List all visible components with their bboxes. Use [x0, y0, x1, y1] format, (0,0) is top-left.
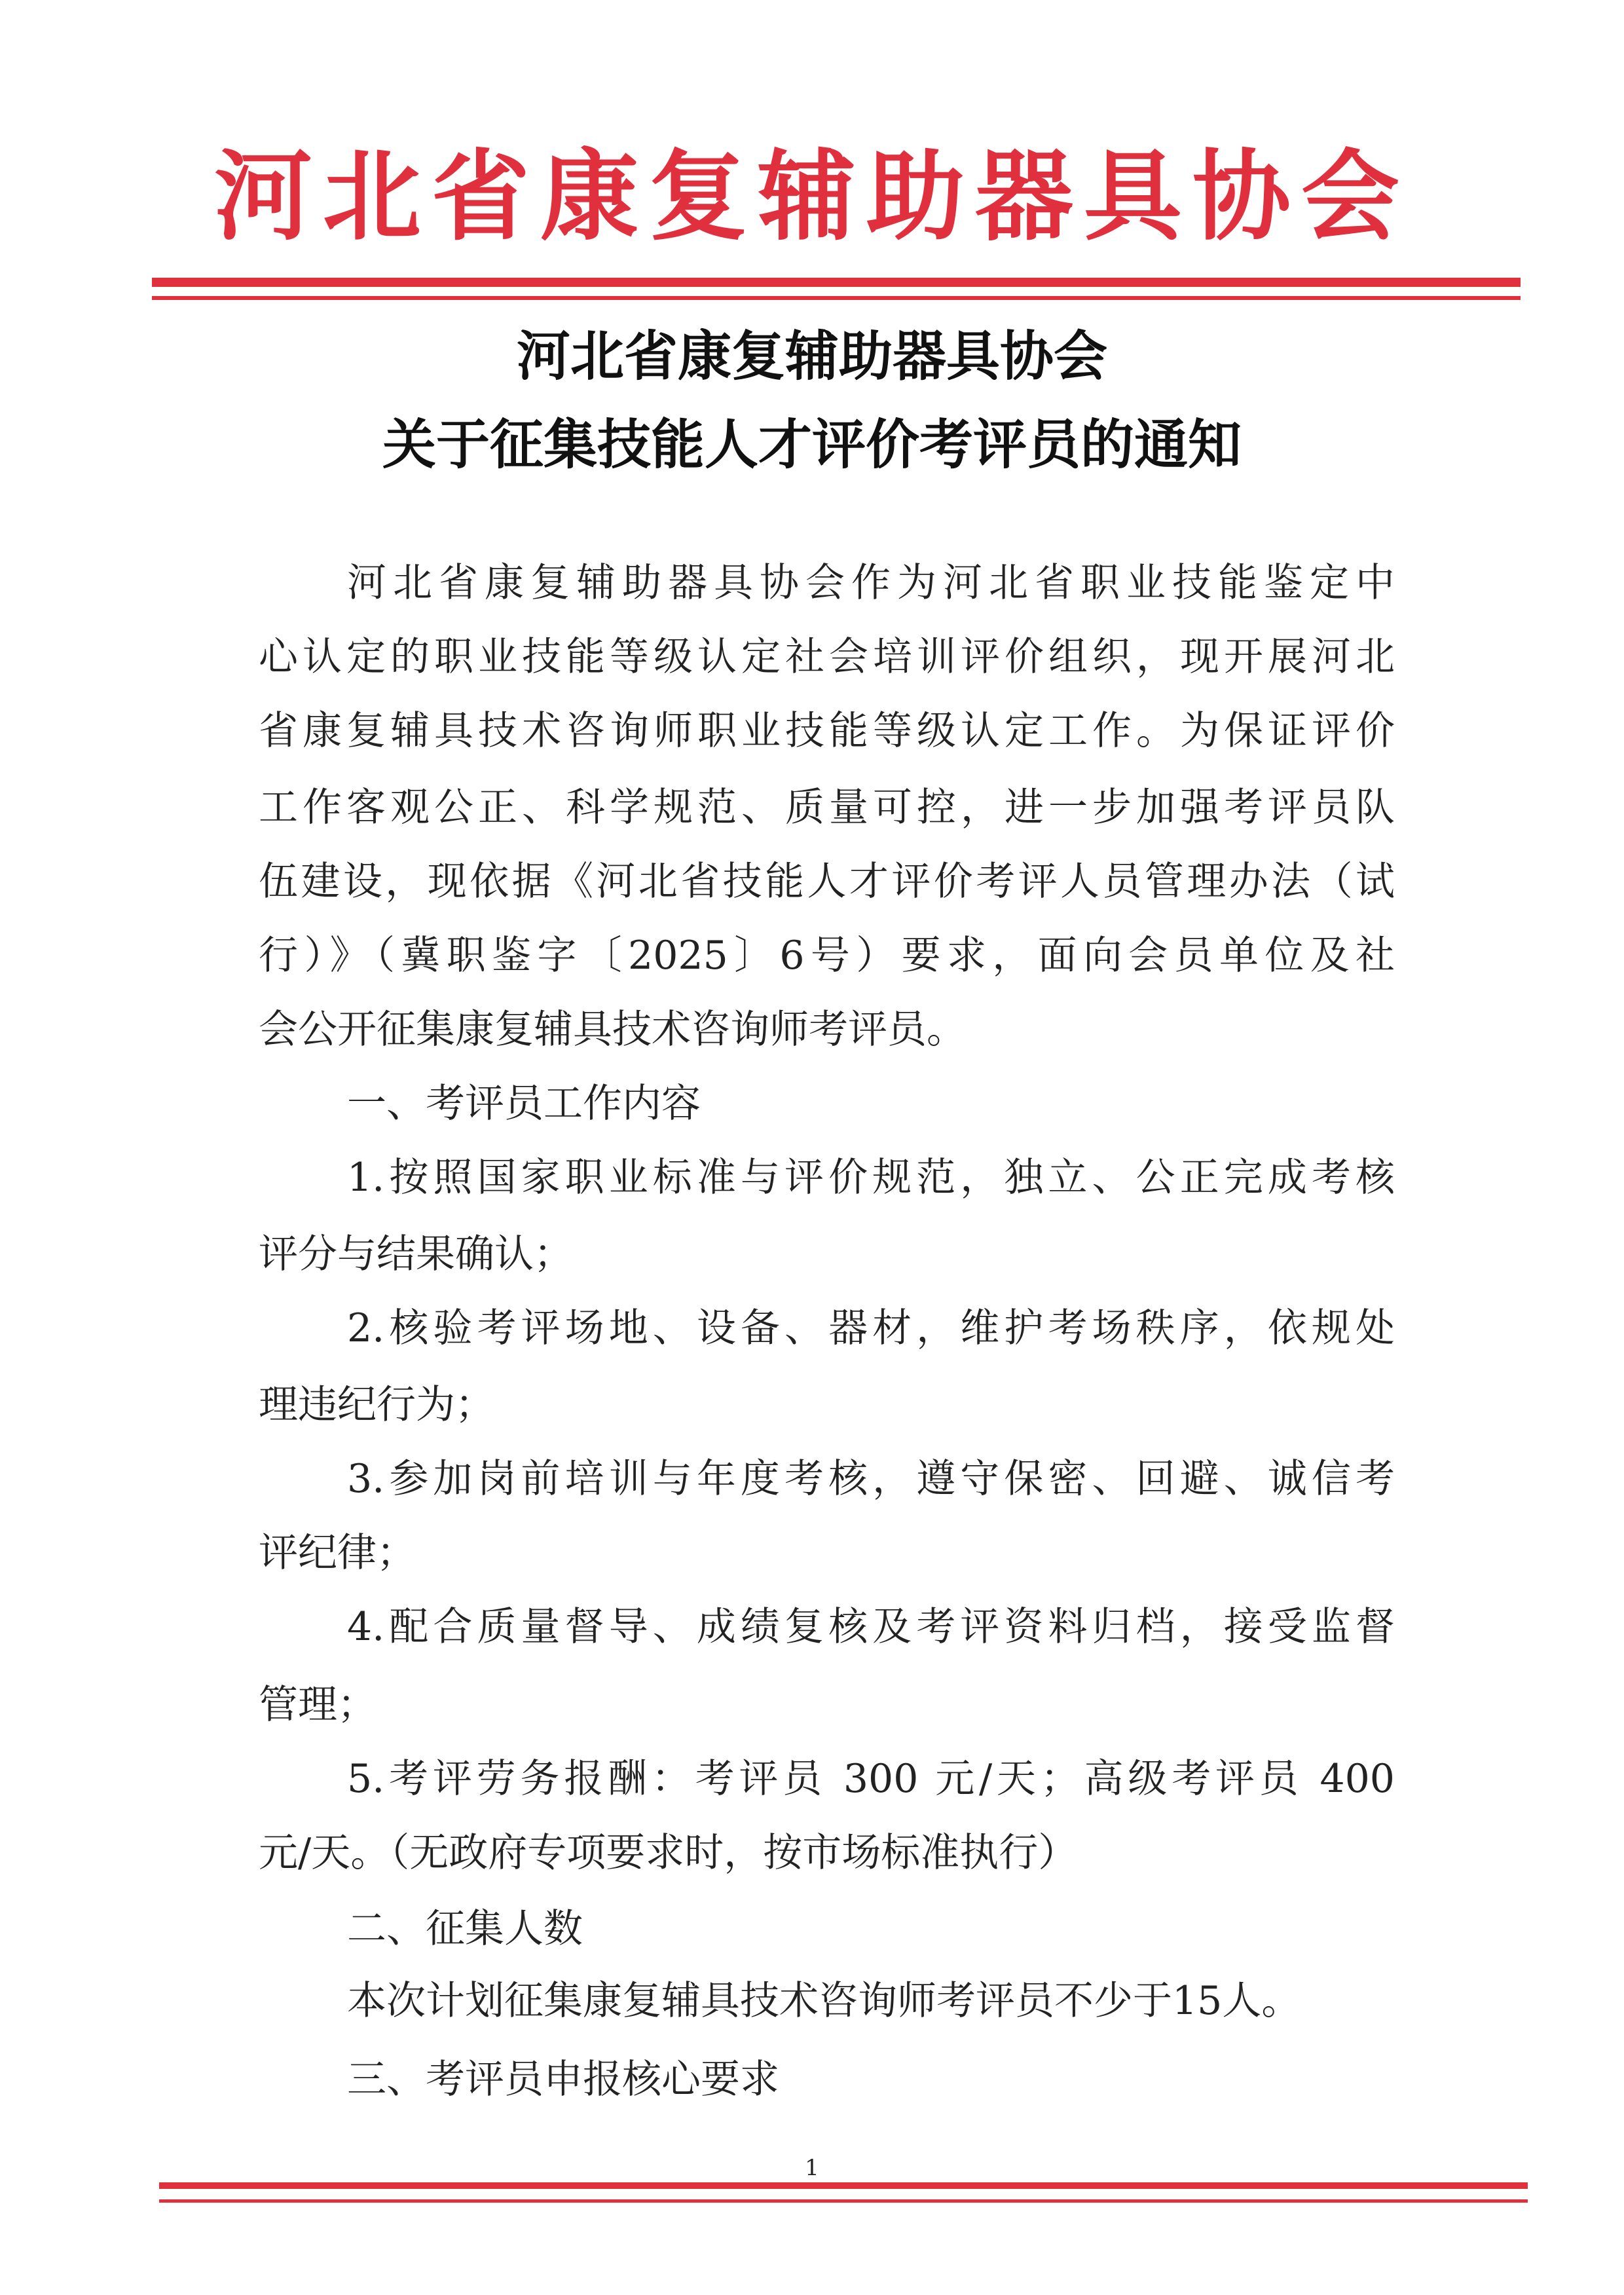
- body-line: 行）》（冀职鉴字〔2025〕6号）要求，面向会员单位及社: [259, 933, 1395, 979]
- body-line: 本次计划征集康复辅具技术咨询师考评员不少于15人。: [347, 1978, 1301, 2024]
- body-line: 心认定的职业技能等级认定社会培训评价组织，现开展河北: [259, 634, 1395, 680]
- letterhead-title: 河北省康复辅助器具协会: [213, 139, 1410, 254]
- section-heading: 三、考评员申报核心要求: [347, 2057, 779, 2102]
- letterhead-rule-thick: [152, 278, 1521, 287]
- page-number: 1: [805, 2155, 819, 2181]
- body-line: 工作客观公正、科学规范、质量可控，进一步加强考评员队: [259, 785, 1395, 830]
- body-line: 会公开征集康复辅具技术咨询师考评员。: [259, 1007, 966, 1053]
- list-item: 3.参加岗前培训与年度考核，遵守保密、回避、诚信考: [347, 1456, 1395, 1502]
- body-line: 省康复辅具技术咨询师职业技能等级认定工作。为保证评价: [259, 708, 1395, 754]
- list-item-cont: 管理；: [259, 1682, 377, 1728]
- document-title-line1: 河北省康复辅助器具协会: [516, 326, 1107, 388]
- list-item: 4.配合质量督导、成绩复核及考评资料归档，接受监督: [347, 1604, 1395, 1650]
- footer-rule-thin: [159, 2199, 1528, 2203]
- list-item: 5.考评劳务报酬：考评员 300 元/天；高级考评员 400: [347, 1756, 1395, 1802]
- body-line: 河北省康复辅助器具协会作为河北省职业技能鉴定中: [347, 560, 1395, 606]
- section-heading: 二、征集人数: [347, 1906, 583, 1952]
- section-heading: 一、考评员工作内容: [347, 1081, 701, 1127]
- footer-rule-thick: [159, 2182, 1528, 2189]
- body-line: 伍建设，现依据《河北省技能人才评价考评人员管理办法（试: [259, 859, 1395, 905]
- list-item-cont: 理违纪行为；: [259, 1382, 494, 1428]
- list-item-cont: 评纪律；: [259, 1530, 416, 1576]
- list-item-cont: 元/天。（无政府专项要求时，按市场标准执行）: [259, 1830, 1078, 1876]
- list-item: 2.核验考评场地、设备、器材，维护考场秩序，依规处: [347, 1305, 1395, 1351]
- letterhead-rule-thin: [152, 296, 1521, 300]
- list-item-cont: 评分与结果确认；: [259, 1231, 573, 1277]
- list-item: 1.按照国家职业标准与评价规范，独立、公正完成考核: [347, 1155, 1395, 1201]
- document-title-line2: 关于征集技能人才评价考评员的通知: [382, 414, 1242, 476]
